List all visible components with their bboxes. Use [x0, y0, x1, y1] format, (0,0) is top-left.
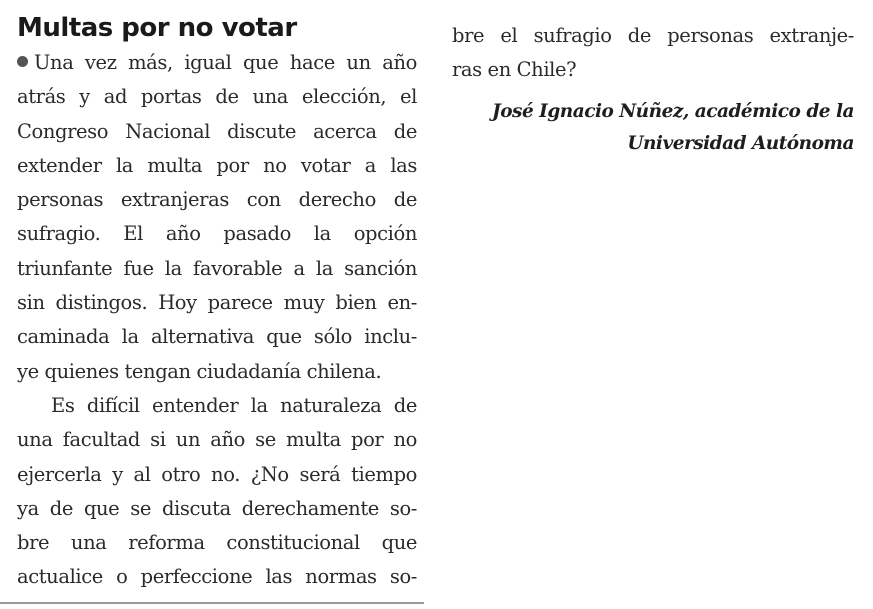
- body-line: Es difícil entender la naturaleza de: [51, 393, 417, 417]
- body-line: Una vez más, igual que hace un año: [17, 46, 417, 80]
- body-line: ye quienes tengan ciudadanía chilena.: [17, 359, 382, 383]
- letter-body: [17, 46, 417, 595]
- body-line: Congreso Nacional discute acerca de: [17, 119, 417, 143]
- right-column: [452, 19, 854, 160]
- headline: Multas por no votar: [17, 13, 297, 43]
- body-line: sufragio. El año pasado la opción: [17, 222, 417, 246]
- author-name-line: José Ignacio Núñez, académico de la: [491, 100, 854, 122]
- body-line: ejercerla y al otro no. ¿No será tiempo: [17, 462, 417, 486]
- body-line: sin distingos. Hoy parece muy bien en-: [17, 291, 417, 315]
- left-column: [17, 10, 417, 595]
- body-line: bre una reforma constitucional que: [17, 531, 417, 555]
- body-line: personas extranjeras con derecho de: [17, 188, 417, 212]
- body-line: atrás y ad portas de una elección, el: [17, 85, 417, 109]
- body-line: caminada la alternativa que sólo inclu-: [17, 325, 417, 349]
- body-line: ya de que se discuta derechamente so-: [17, 496, 417, 520]
- body-line: una facultad si un año se multa por no: [17, 428, 417, 452]
- body-line: bre el sufragio de personas extranje-: [452, 24, 854, 47]
- author-signature: [452, 96, 854, 160]
- body-line: triunfante fue la favorable a la sanción: [17, 256, 417, 280]
- author-affiliation-line: Universidad Autónoma: [627, 132, 854, 154]
- body-line: ras en Chile?: [452, 58, 577, 82]
- body-line: extender la multa por no votar a las: [17, 153, 417, 177]
- bullet-dot-icon: [17, 56, 28, 67]
- body-line: actualice o perfeccione las normas so-: [17, 565, 417, 589]
- bottom-divider: [0, 602, 424, 604]
